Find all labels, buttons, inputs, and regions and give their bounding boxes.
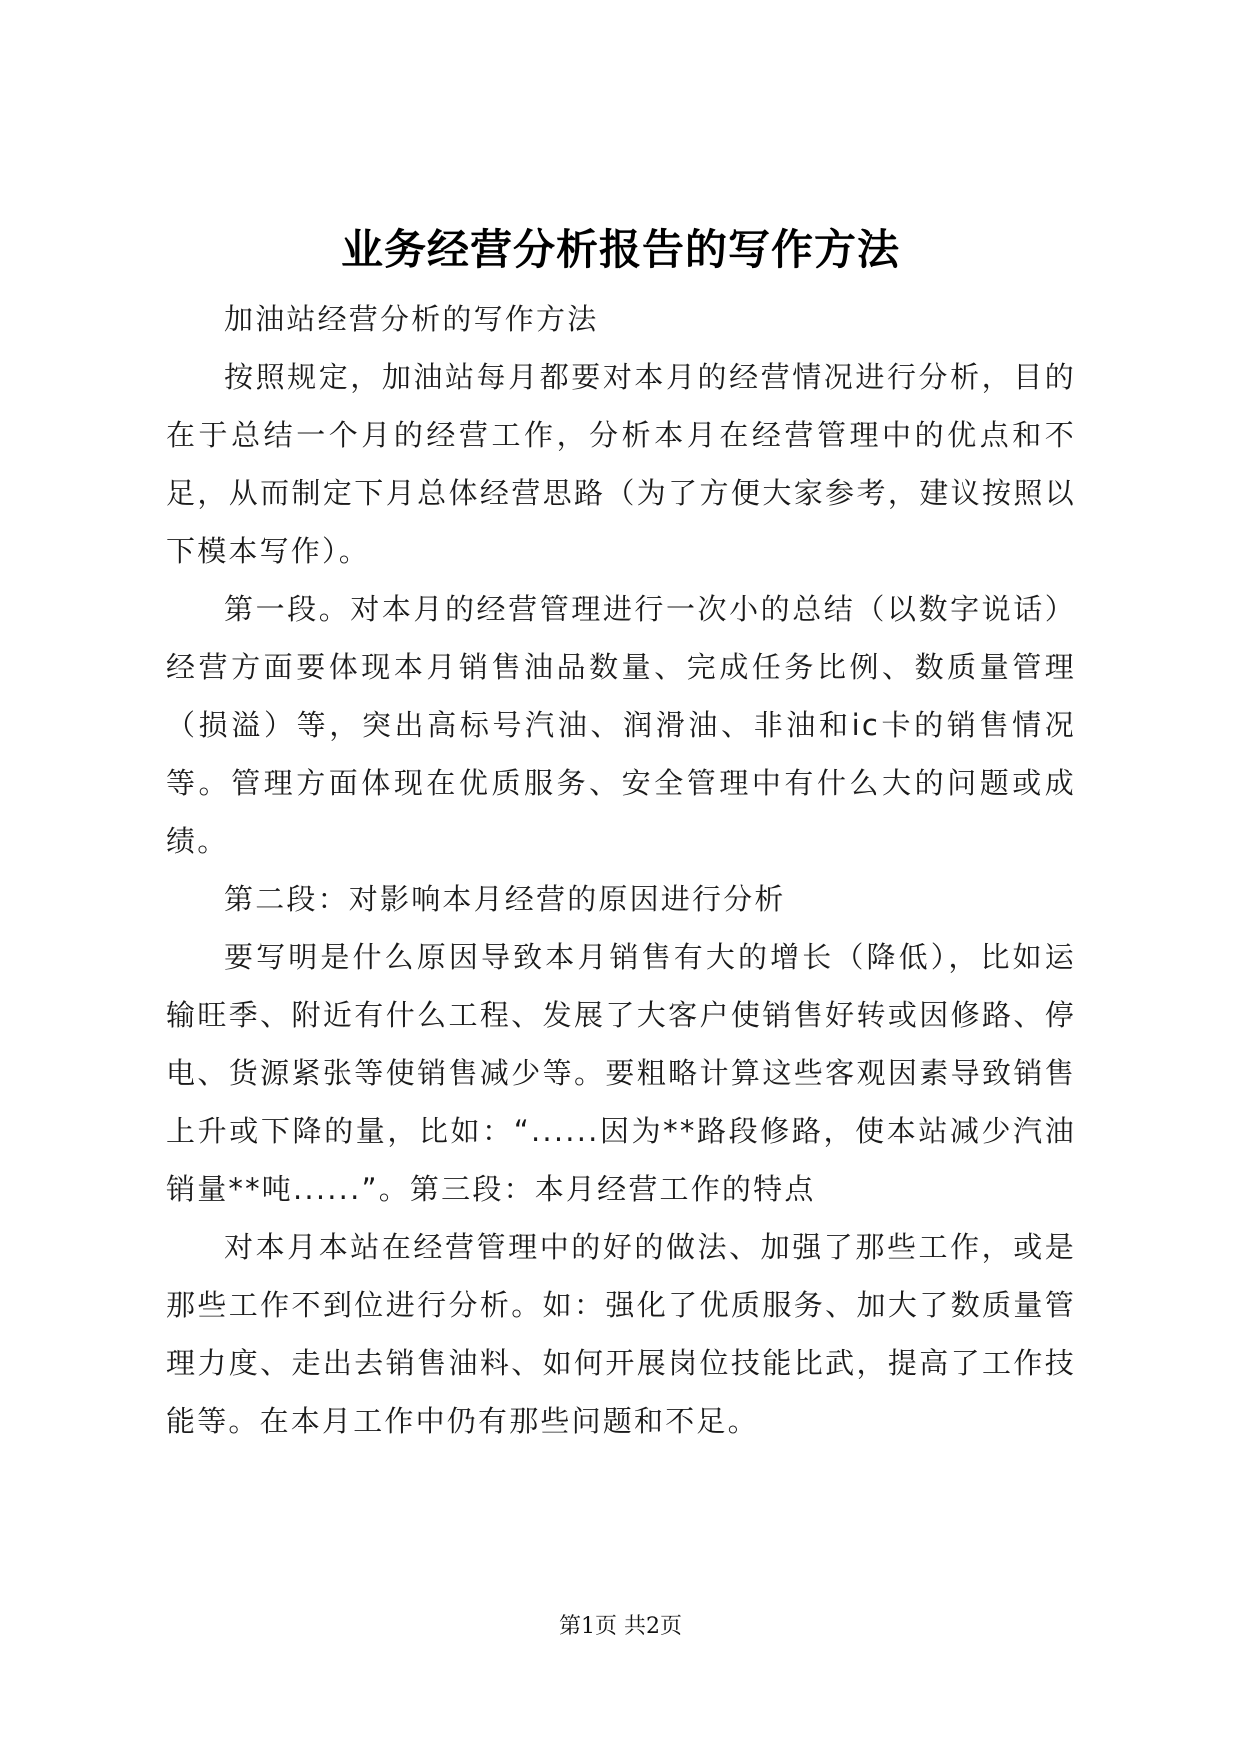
document-body [166,290,1076,1450]
page-number-footer: 第1页 共2页 [559,1614,682,1639]
paragraph-section-three-body: 对本月本站在经营管理中的好的做法、加强了那些工作，或是那些工作不到位进行分析。如：强化了优质服务、加大了数质量管理力度、走出去销售油料、如何开展岗位技能比武，提高了工作技能等。在本月工作中仍有那些问题和不足。 [166,1230,1076,1438]
paragraph-section-two-body: 要写明是什么原因导致本月销售有大的增长（降低），比如运输旺季、附近有什么工程、发展了大客户使销售好转或因修路、停电、货源紧张等使销售减少等。要粗略计算这些客观因素导致销售上升或下降的量，比如：“......因为**路段修路，使本站减少汽油销量**吨......”。第三段：本月经营工作的特点 [166,940,1076,1206]
paragraph-section-two-heading: 第二段：对影响本月经营的原因进行分析 [224,882,786,916]
paragraph-intro: 按照规定，加油站每月都要对本月的经营情况进行分析，目的在于总结一个月的经营工作，分析本月在经营管理中的优点和不足，从而制定下月总体经营思路（为了方便大家参考，建议按照以下模本写作）。 [166,360,1076,568]
paragraph-section-one: 第一段。对本月的经营管理进行一次小的总结（以数字说话）经营方面要体现本月销售油品数量、完成任务比例、数质量管理（损溢）等，突出高标号汽油、润滑油、非油和ic卡的销售情况等。管理方面体现在优质服务、安全管理中有什么大的问题或成绩。 [166,592,1076,858]
document-title: 业务经营分析报告的写作方法 [340,225,900,274]
paragraph-subtitle: 加油站经营分析的写作方法 [224,302,599,336]
